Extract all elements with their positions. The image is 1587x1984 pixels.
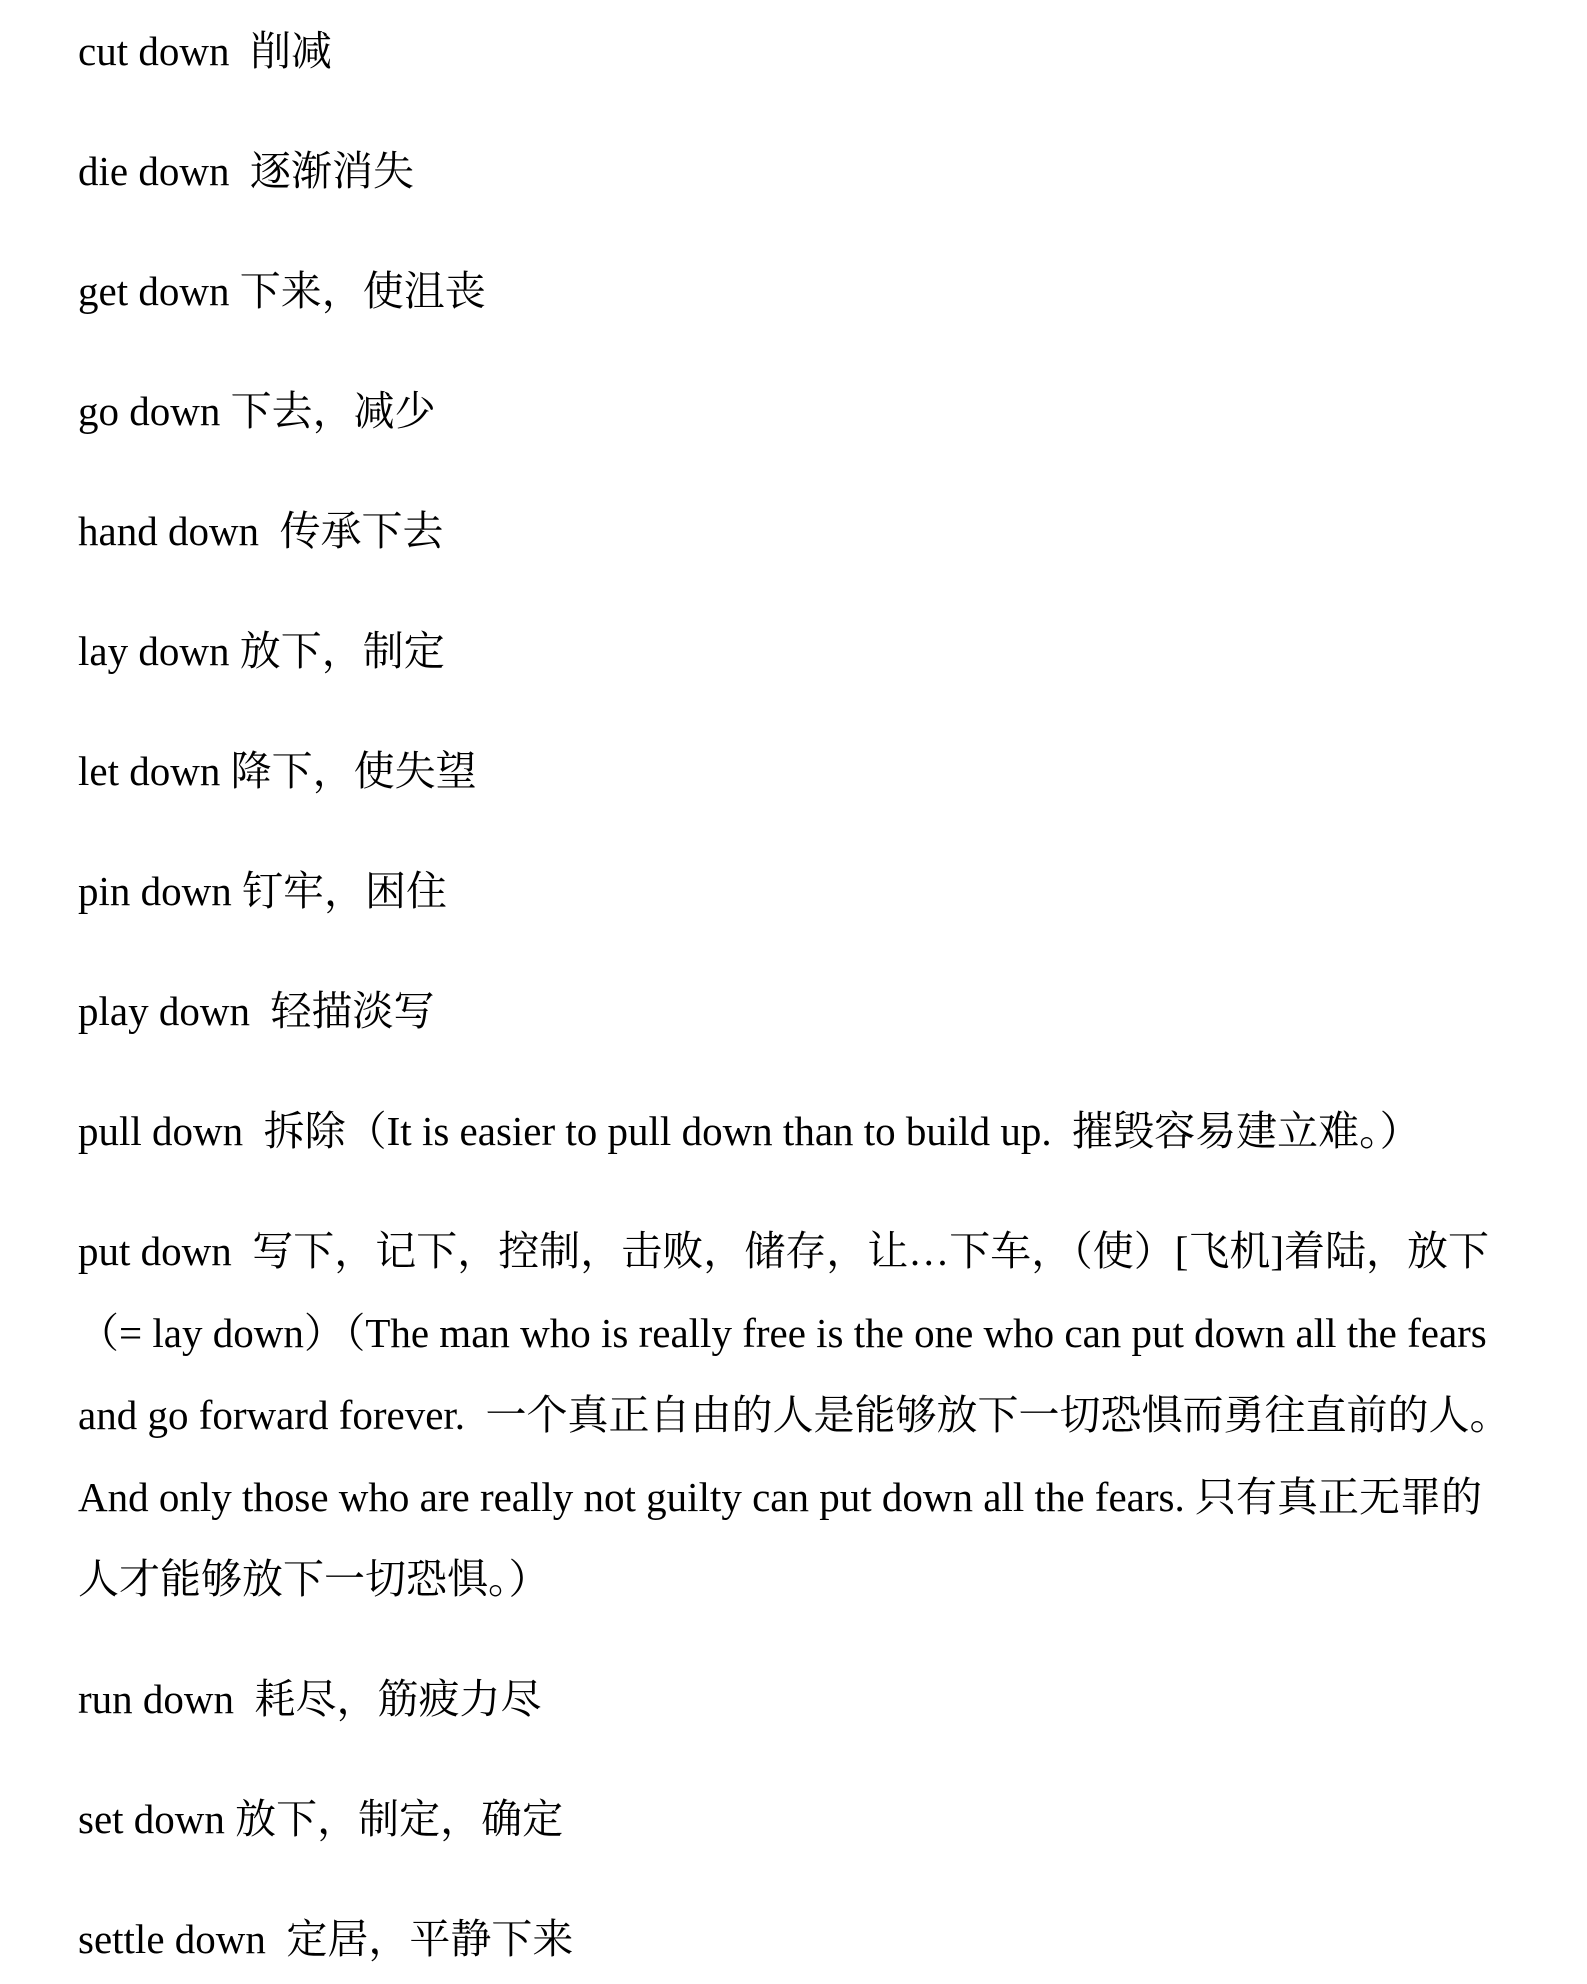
entry-get-down <box>78 250 1512 332</box>
entry-gap <box>234 1676 255 1722</box>
entry-definition: 传承下去 <box>279 508 444 554</box>
entry-settle-down <box>78 1898 1512 1980</box>
entry-gap <box>232 868 242 914</box>
entry-term: get down <box>78 268 230 314</box>
entry-definition: 下去，减少 <box>230 388 436 434</box>
entry-term: put down <box>78 1228 232 1274</box>
entry-pin-down <box>78 850 1512 932</box>
entry-gap <box>225 1796 235 1842</box>
entry-gap <box>229 628 239 674</box>
entry-term: set down <box>78 1796 225 1842</box>
entry-gap <box>220 388 230 434</box>
entry-gap <box>232 1228 253 1274</box>
entry-term: let down <box>78 748 221 794</box>
entry-definition: 削减 <box>249 28 332 74</box>
entry-definition: 轻描淡写 <box>270 988 435 1034</box>
entry-definition: 降下，使失望 <box>230 748 477 794</box>
entry-term: die down <box>78 148 230 194</box>
entry-term: play down <box>78 988 250 1034</box>
entry-term: hand down <box>78 508 260 554</box>
entry-play-down <box>78 970 1512 1052</box>
entry-definition: 拆除（It is easier to pull down than to build up. 摧毁容易建立难。） <box>263 1108 1421 1154</box>
entry-term: run down <box>78 1676 235 1722</box>
entry-term: lay down <box>78 628 230 674</box>
entry-lay-down <box>78 610 1512 692</box>
entry-gap <box>243 1108 264 1154</box>
entry-put-down <box>78 1210 1512 1620</box>
entry-definition: 下来，使沮丧 <box>239 268 486 314</box>
entry-term: pull down <box>78 1108 244 1154</box>
entry-definition: 放下，制定，确定 <box>235 1796 564 1842</box>
entry-term: pin down <box>78 868 232 914</box>
entry-gap <box>229 148 250 194</box>
entry-cut-down <box>78 10 1512 92</box>
entry-term: go down <box>78 388 221 434</box>
entry-gap <box>250 988 271 1034</box>
entry-set-down <box>78 1778 1512 1860</box>
entry-go-down <box>78 370 1512 452</box>
entry-definition: 放下，制定 <box>239 628 445 674</box>
entry-die-down <box>78 130 1512 212</box>
entry-term: cut down <box>78 28 230 74</box>
entry-pull-down <box>78 1090 1512 1172</box>
entry-definition: 定居，平静下来 <box>286 1916 574 1962</box>
entry-definition: 耗尽，筋疲力尽 <box>254 1676 542 1722</box>
entry-gap <box>266 1916 287 1962</box>
entry-hand-down <box>78 490 1512 572</box>
entry-gap <box>229 28 250 74</box>
entry-term: settle down <box>78 1916 266 1962</box>
entry-definition: 钉牢，困住 <box>242 868 447 914</box>
entry-let-down <box>78 730 1512 812</box>
entry-gap <box>259 508 280 554</box>
entry-gap <box>229 268 239 314</box>
entry-definition: 写下，记下，控制，击败，储存，让…下车，（使）[飞机]着陆，放下（= lay down）（The man who is really free is the one who can put down all the fears and go forward forever. 一个真正自由的人是能够放下一切恐惧而勇往直前的人。And only those who are really not guilty can put down all the fears. 只有真正无罪的人才能够放下一切恐惧。） <box>78 1228 1511 1602</box>
entry-definition: 逐渐消失 <box>249 148 414 194</box>
entry-gap <box>220 748 230 794</box>
entry-run-down <box>78 1658 1512 1740</box>
